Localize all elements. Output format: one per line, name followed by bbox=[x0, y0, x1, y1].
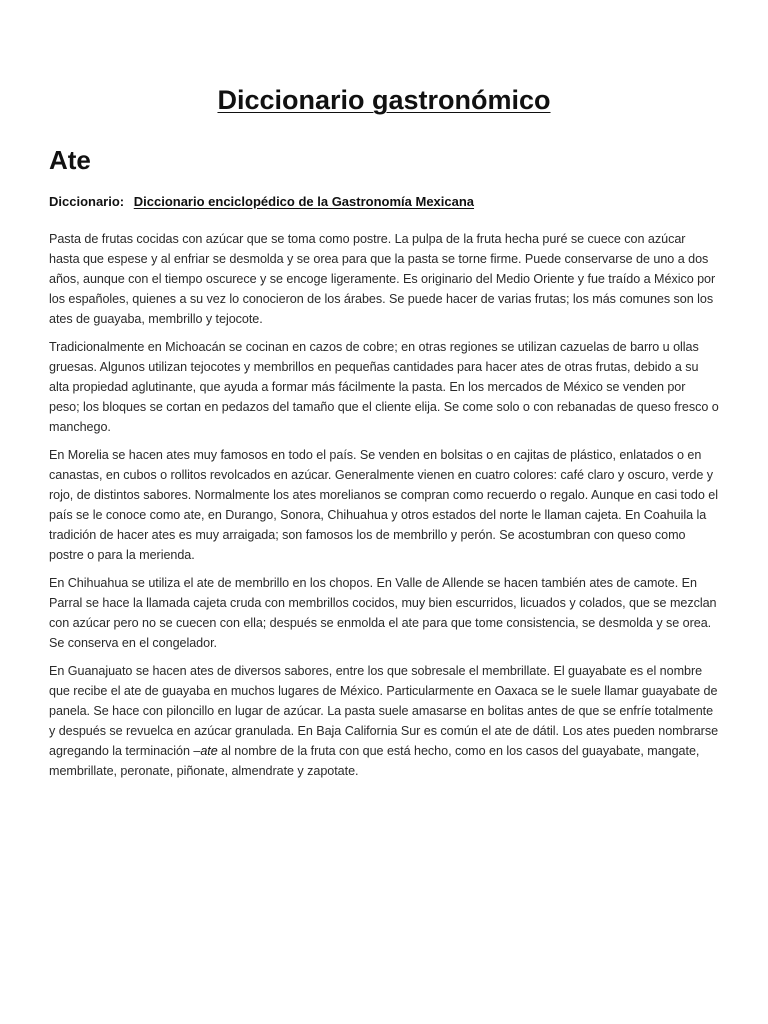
dictionary-label: Diccionario: bbox=[49, 194, 125, 209]
paragraph-5 bbox=[49, 661, 719, 781]
paragraph-5-end: al nombre de la fruta con que está hecho, como en los casos del guayabate, mangate, membrillate, peronate, piñonate, almendrate y zapotate. bbox=[49, 744, 700, 778]
paragraph-3: En Morelia se hacen ates muy famosos en todo el país. Se venden en bolsitas o en cajitas de plástico, enlatados o en canastas, en cubos o rollitos revolcados en azúcar. Generalmente vienen en cuatro colores: café claro y oscuro, verde y rojo, de distintos sabores. Normalmente los ates morelianos se compran como recuerdo o regalo. Aunque en casi todo el país se le conoce como ate, en Durango, Sonora, Chihuahua y otros estados del norte le llaman cajeta. En Coahuila la tradición de hacer ates es muy arraigada; son famosos los de membrillo y perón. Se acostumbran con queso como postre o para la merienda. bbox=[49, 448, 718, 562]
site-title bbox=[49, 82, 719, 118]
paragraph-2: Tradicionalmente en Michoacán se cocinan en cazos de cobre; en otras regiones se utilizan cazuelas de barro u ollas gruesas. Algunos utilizan tejocotes y membrillos en pequeñas cantidades para hacer ates de otras frutas, debido a su alta propiedad aglutinante, que ayuda a formar más fácilmente la pasta. En los mercados de México se venden por peso; los bloques se cortan en pedazos del tamaño que el cliente elija. Se come solo o con rebanadas de queso fresco o manchego. bbox=[49, 340, 719, 434]
suffix-term: ate bbox=[200, 744, 218, 758]
entry-title: Ate bbox=[49, 145, 91, 175]
paragraph-4: En Chihuahua se utiliza el ate de membrillo en los chopos. En Valle de Allende se hacen también ates de camote. En Parral se hace la llamada cajeta cruda con membrillos cocidos, muy bien escurridos, licuados y colados, que se mezclan con azúcar pero no se cuecen con ella; después se enmolda el ate para que tome consistencia, se desmolda y se orea. Se conserva en el congelador. bbox=[49, 576, 717, 650]
article-page bbox=[49, 82, 719, 789]
paragraph-1: Pasta de frutas cocidas con azúcar que se toma como postre. La pulpa de la fruta hecha puré se cuece con azúcar hasta que espese y al enfriar se desmolda y se orea para que la pasta se torne firme. Puede conservarse de uno a dos años, aunque con el tiempo oscurece y se encoge ligeramente. Es originario del Medio Oriente y fue traído a México por los españoles, quienes a su vez lo conocieron de los árabes. Se puede hacer de varias frutas; los más comunes son los ates de guayaba, membrillo y tejocote. bbox=[49, 232, 716, 326]
paragraph-5-start: En Guanajuato se hacen ates de diversos sabores, entre los que sobresale el membrillate. El guayabate es el nombre que recibe el ate de guayaba en muchos lugares de México. Particularmente en Oaxaca se le suele llamar guayabate de panela. Se hace con piloncillo en lugar de azúcar. La pasta suele amasarse en bolitas antes de que se enfríe totalmente y después se revuelca en azúcar granulada. En Baja California Sur es común el ate de dátil. Los ates pueden nombrarse agregando la terminación – bbox=[49, 664, 719, 758]
entry-body bbox=[49, 229, 719, 781]
site-title-link[interactable]: Diccionario gastronómico bbox=[217, 85, 551, 115]
dictionary-link[interactable]: Diccionario enciclopédico de la Gastronomía Mexicana bbox=[133, 194, 475, 209]
dictionary-source bbox=[49, 193, 719, 211]
